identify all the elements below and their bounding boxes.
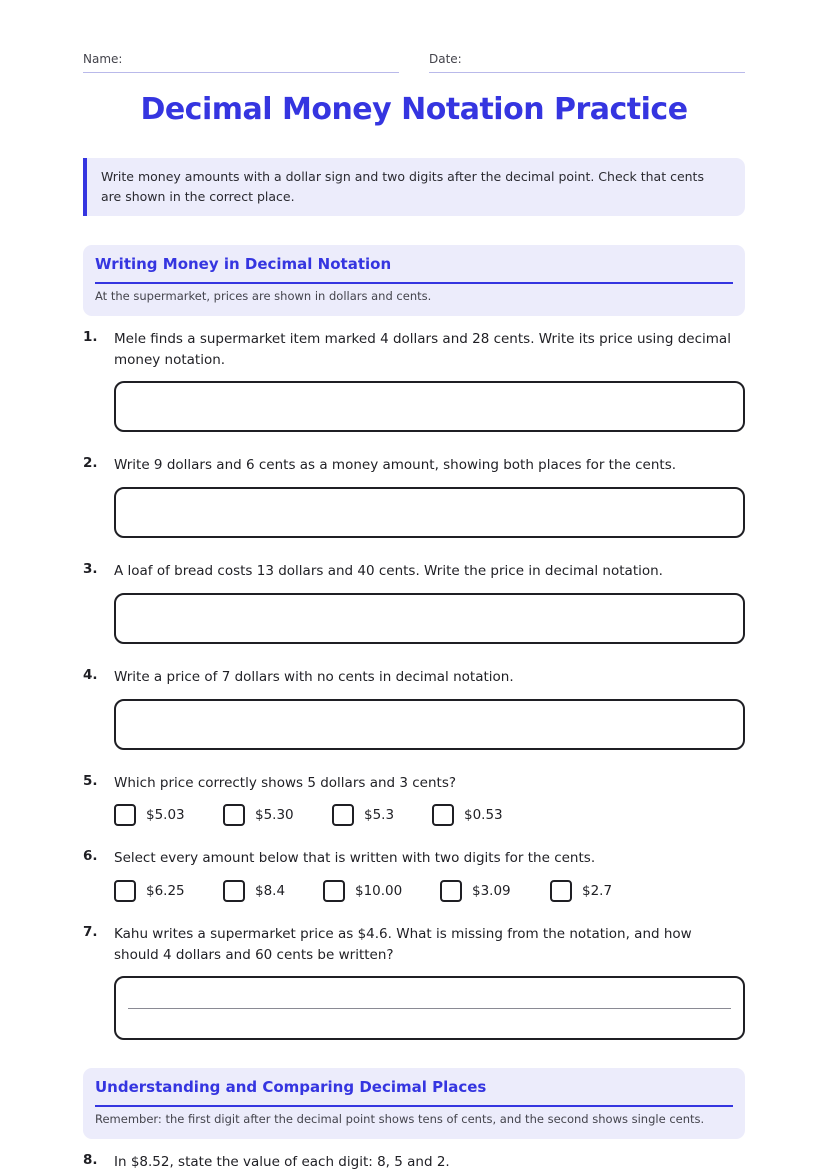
section-note: At the supermarket, prices are shown in dollars and cents. — [95, 289, 432, 303]
writing-line — [128, 1008, 731, 1009]
question-number: 8. — [83, 1152, 98, 1168]
checkbox[interactable] — [223, 880, 245, 902]
question-text: Kahu writes a supermarket price as $4.6. What is missing from the notation, and how should 4 dollars and 60 cents be written? — [114, 926, 692, 963]
option-checkbox[interactable] — [223, 880, 285, 902]
option-checkbox[interactable] — [332, 804, 394, 826]
option-label: $0.53 — [464, 807, 503, 823]
question-text: In $8.52, state the value of each digit: 8, 5 and 2. — [114, 1154, 450, 1170]
checkbox[interactable] — [223, 804, 245, 826]
answer-box-1[interactable] — [114, 381, 745, 432]
option-label: $2.7 — [582, 883, 613, 899]
option-checkbox[interactable] — [114, 880, 185, 902]
section-divider — [95, 282, 733, 284]
option-checkbox[interactable] — [323, 880, 402, 902]
answer-box-3[interactable] — [114, 593, 745, 644]
question-text: Mele finds a supermarket item marked 4 dollars and 28 cents. Write its price using decimal money notation. — [114, 331, 731, 368]
checkbox[interactable] — [550, 880, 572, 902]
answer-box-7[interactable] — [114, 976, 745, 1040]
option-checkbox[interactable] — [432, 804, 503, 826]
checkbox[interactable] — [332, 804, 354, 826]
question-text: Select every amount below that is written with two digits for the cents. — [114, 850, 596, 866]
section-note: Remember: the first digit after the decimal point shows tens of cents, and the second shows single cents. — [95, 1112, 705, 1126]
question-number: 4. — [83, 667, 98, 683]
question-number: 5. — [83, 773, 98, 789]
option-checkbox[interactable] — [550, 880, 612, 902]
date-label: Date: — [429, 52, 462, 66]
checkbox[interactable] — [440, 880, 462, 902]
checkbox[interactable] — [114, 880, 136, 902]
checkbox[interactable] — [323, 880, 345, 902]
option-label: $6.25 — [146, 883, 185, 899]
question-text: Which price correctly shows 5 dollars and 3 cents? — [114, 775, 457, 791]
option-checkbox[interactable] — [440, 880, 511, 902]
option-label: $8.4 — [255, 883, 286, 899]
name-label: Name: — [83, 52, 123, 66]
section-title: Understanding and Comparing Decimal Places — [95, 1078, 487, 1096]
question-number: 1. — [83, 329, 98, 345]
question-number: 2. — [83, 455, 98, 471]
question-text: A loaf of bread costs 13 dollars and 40 cents. Write the price in decimal notation. — [114, 563, 663, 579]
section-decimal-places — [83, 1068, 745, 1139]
instructions-text: Write money amounts with a dollar sign and two digits after the decimal point. Check that cents are shown in the correct place. — [101, 169, 704, 204]
option-label: $3.09 — [472, 883, 511, 899]
option-checkbox[interactable] — [114, 804, 185, 826]
name-field[interactable] — [83, 52, 399, 73]
option-label: $5.03 — [146, 807, 185, 823]
option-label: $10.00 — [355, 883, 403, 899]
checkbox[interactable] — [432, 804, 454, 826]
worksheet-page — [83, 0, 745, 1171]
option-checkbox[interactable] — [223, 804, 294, 826]
checkbox[interactable] — [114, 804, 136, 826]
answer-box-2[interactable] — [114, 487, 745, 538]
date-field[interactable] — [429, 52, 745, 73]
question-text: Write 9 dollars and 6 cents as a money amount, showing both places for the cents. — [114, 457, 677, 473]
section-writing-money — [83, 245, 745, 316]
question-number: 6. — [83, 848, 98, 864]
answer-box-4[interactable] — [114, 699, 745, 750]
section-divider — [95, 1105, 733, 1107]
option-label: $5.3 — [364, 807, 395, 823]
question-number: 7. — [83, 924, 98, 940]
instructions-box — [83, 158, 745, 216]
question-text: Write a price of 7 dollars with no cents in decimal notation. — [114, 669, 514, 685]
page-title: Decimal Money Notation Practice — [140, 92, 688, 127]
question-number: 3. — [83, 561, 98, 577]
section-title: Writing Money in Decimal Notation — [95, 255, 392, 273]
option-label: $5.30 — [255, 807, 294, 823]
